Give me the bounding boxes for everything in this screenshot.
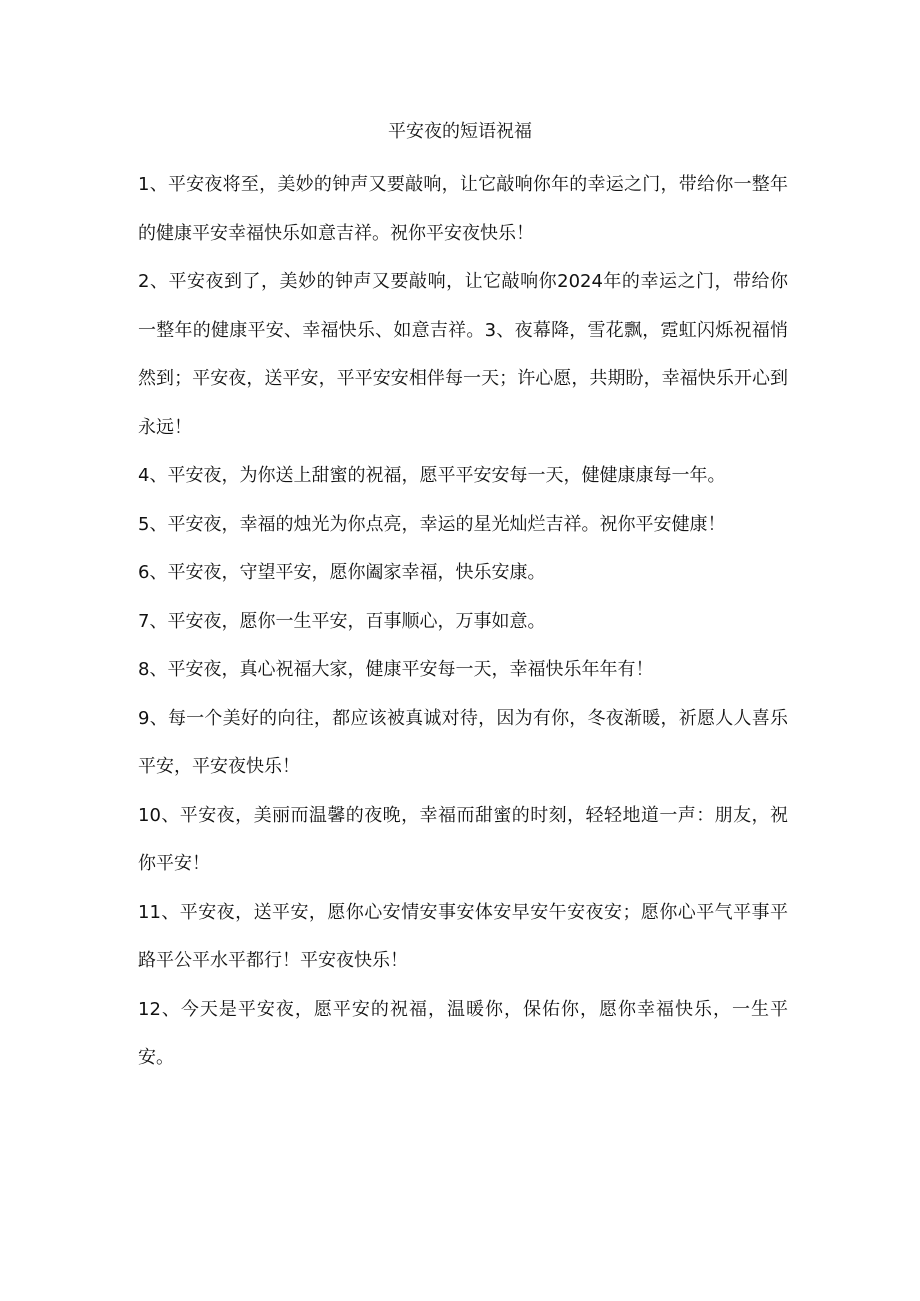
document-body <box>138 161 788 1083</box>
paragraph-12: 12、今天是平安夜，愿平安的祝福，温暖你，保佑你，愿你幸福快乐，一生平安。 <box>138 998 788 1068</box>
document-title: 平安夜的短语祝福 <box>388 121 532 142</box>
paragraph-2: 2、平安夜到了，美妙的钟声又要敲响，让它敲响你2024年的幸运之门，带给你一整年的健康平安、幸福快乐、如意吉祥。3、夜幕降，雪花飘，霓虹闪烁祝福悄然到；平安夜，送平安，平平安安相伴每一天；许心愿，共期盼，幸福快乐开心到永远！ <box>138 271 788 438</box>
paragraph-11: 11、平安夜，送平安，愿你心安情安事安体安早安午安夜安；愿你心平气平事平路平公平水平都行！平安夜快乐！ <box>138 901 788 971</box>
paragraph-1: 1、平安夜将至，美妙的钟声又要敲响，让它敲响你年的幸运之门，带给你一整年的健康平安幸福快乐如意吉祥。祝你平安夜快乐！ <box>138 174 788 244</box>
paragraph-7: 7、平安夜，愿你一生平安，百事顺心，万事如意。 <box>138 610 546 632</box>
paragraph-9: 9、每一个美好的向往，都应该被真诚对待，因为有你，冬夜渐暖，祈愿人人喜乐平安，平安夜快乐！ <box>138 707 788 777</box>
paragraph-8: 8、平安夜，真心祝福大家，健康平安每一天，幸福快乐年年有！ <box>138 659 654 680</box>
paragraph-4: 4、平安夜，为你送上甜蜜的祝福，愿平平安安每一天，健健康康每一年。 <box>138 465 726 486</box>
paragraph-6: 6、平安夜，守望平安，愿你阖家幸福，快乐安康。 <box>138 562 546 583</box>
paragraph-5: 5、平安夜，幸福的烛光为你点亮，幸运的星光灿烂吉祥。祝你平安健康！ <box>138 513 726 535</box>
paragraph-10: 10、平安夜，美丽而温馨的夜晚，幸福而甜蜜的时刻，轻轻地道一声：朋友，祝你平安！ <box>138 804 788 874</box>
